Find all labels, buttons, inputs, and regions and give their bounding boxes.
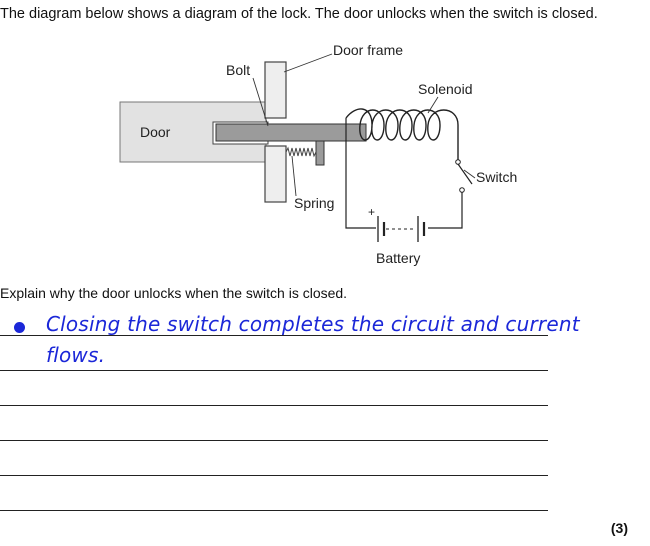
answer-rule-6 bbox=[0, 510, 548, 511]
spring bbox=[286, 148, 316, 156]
answer-line-1: Closing the switch completes the circuit and current bbox=[46, 312, 580, 336]
door-frame-lower bbox=[265, 146, 286, 202]
bolt bbox=[216, 124, 366, 141]
switch-contact-bottom bbox=[460, 188, 465, 193]
answer-rule-1 bbox=[0, 335, 548, 336]
label-switch: Switch bbox=[476, 169, 518, 185]
door-frame-upper bbox=[265, 62, 286, 118]
leader-spring bbox=[292, 156, 296, 196]
label-plus: + bbox=[368, 205, 376, 219]
label-door: Door bbox=[140, 124, 171, 140]
answer-rule-2 bbox=[0, 370, 548, 371]
answer-bullet bbox=[14, 322, 25, 333]
answer-rule-5 bbox=[0, 475, 548, 476]
marks-available: (3) bbox=[610, 520, 628, 536]
wire-right bbox=[428, 192, 462, 228]
intro-text: The diagram below shows a diagram of the lock. The door unlocks when the switch is closed. bbox=[0, 6, 598, 22]
label-door-frame: Door frame bbox=[333, 42, 404, 58]
label-spring: Spring bbox=[294, 195, 335, 211]
answer-rule-3 bbox=[0, 405, 548, 406]
bolt-tab bbox=[316, 141, 324, 165]
answer-rule-4 bbox=[0, 440, 548, 441]
switch-contact-top bbox=[456, 160, 461, 165]
label-solenoid: Solenoid bbox=[418, 81, 473, 97]
answer-line-2: flows. bbox=[46, 343, 106, 367]
label-bolt: Bolt bbox=[226, 62, 251, 78]
question-text: Explain why the door unlocks when the switch is closed. bbox=[0, 285, 348, 301]
leader-door-frame bbox=[284, 54, 332, 72]
label-battery: Battery bbox=[376, 250, 421, 266]
